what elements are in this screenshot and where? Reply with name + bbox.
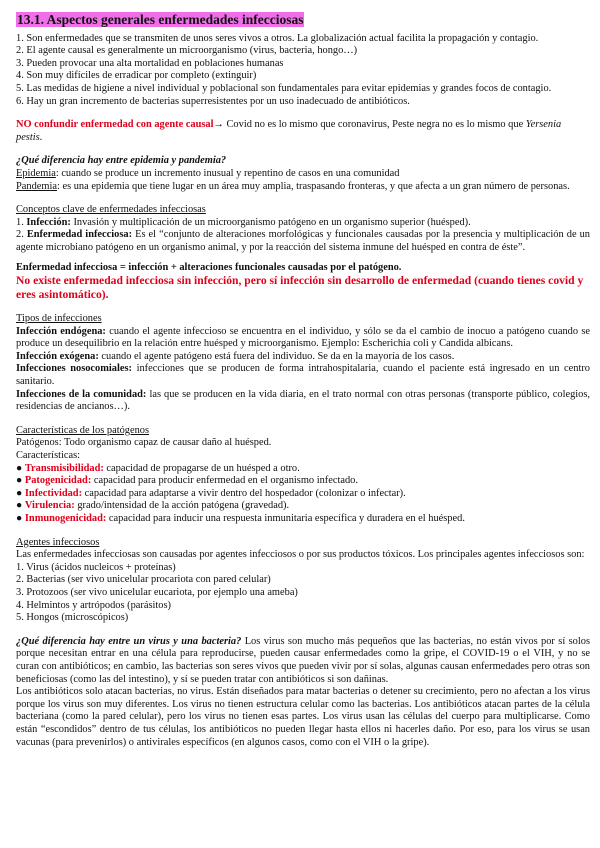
bullet-term: Virulencia: (24, 500, 75, 512)
page-title: 13.1. Aspectos generales enfermedades infecciosas (17, 12, 304, 27)
concept-item (16, 229, 590, 254)
concept-number: 2. (16, 229, 27, 241)
agente-item: 5. Hongos (microscópicos) (16, 612, 129, 624)
caracteristicas-line: Patógenos: Todo organismo capaz de causar daño al huésped. (16, 437, 272, 449)
bullet-item (16, 500, 590, 513)
agente-item: 1. Virus (ácidos nucleicos + proteínas) (16, 561, 176, 573)
agentes-heading: Agentes infecciosos (16, 536, 100, 548)
tipo-term: Infecciones nosocomiales: (16, 363, 132, 375)
warning-end: . (39, 131, 43, 143)
concept-def: Invasión y multiplicación de un microorganismo patógeno en un organismo superior (huésped). (70, 216, 471, 228)
antibiotics-paragraph: Los antibióticos solo atacan bacterias, no virus. Están diseñados para matar bacterias o detener su crecimiento, pero no afectan a los virus porque los virus son muy diferentes. Los virus no tienen estructura celular como las bacterias. Los antibióticos atacan partes de la célula bacteriana (como la pared celular), pero los virus no tienen esas partes. Los virus usan las células del cuerpo para multiplicarse. Como están “escondidos” dentro de tus células, los antibióticos no pueden llegar hasta ellos ni hacerles daño. Por eso, para los virus se usan vacunas (para prevenirlos) o antivirales específicos (en algunos casos, como con el VIH o la gripe). (16, 686, 590, 748)
bullet-item (16, 513, 590, 526)
warning-note (16, 119, 590, 144)
arrow-symbol: → (213, 119, 224, 131)
tipo-item (16, 351, 590, 364)
tipo-term: Infecciones de la comunidad: (16, 388, 147, 400)
concept-number: 1. (16, 216, 27, 228)
agentes-intro: Las enfermedades infecciosas son causadas por agentes infecciosos o por sus productos tóxicos. Los principales agentes infecciosos son: (16, 549, 585, 561)
bullet-dot-icon: ● (16, 475, 23, 487)
tipo-def: cuando el agente patógeno está fuera del individuo. Se da en la mayoría de los casos. (98, 350, 455, 362)
tipo-def: cuando el agente infeccioso se encuentra en el individuo, y sólo se da el cambio de inocuo a patógeno cuando se produce un desequilibrio en la relación entre huésped y microorganismo. Ejemplo: Escherichia coli y Candida albicans. (16, 325, 590, 350)
conceptos-heading: Conceptos clave de enfermedades infecciosas (16, 204, 206, 216)
bullet-term: Patogenicidad: (24, 475, 92, 487)
bullet-item (16, 463, 590, 476)
bullet-term: Inmunogenicidad: (24, 513, 107, 524)
title-block (16, 12, 590, 29)
bullet-item (16, 475, 590, 488)
bullet-dot-icon: ● (16, 487, 23, 499)
list-item: 2. El agente causal es generalmente un microorganismo (virus, bacteria, hongo…) (16, 45, 358, 57)
concept-item (16, 217, 590, 230)
list-item: 4. Son muy difíciles de erradicar por completo (extinguir) (16, 70, 257, 82)
epidemia-term: Epidemia (16, 167, 56, 179)
species-name: Yersenia pestis (16, 119, 562, 143)
bullet-def: grado/intensidad de la acción patógena (gravedad). (74, 500, 290, 512)
bullet-term: Transmisibilidad: (24, 462, 104, 474)
bullet-item (16, 488, 590, 501)
list-item: 5. Las medidas de higiene a nivel individual y poblacional son fundamentales para evitar epidemias y grandes focos de contagio. (16, 82, 552, 94)
concept-def: Es el “conjunto de alteraciones morfológicas y funcionales causadas por la presencia y multiplicación de un agente microbiano patógeno en un organismo animal, y por la reacción del sistema inmune del huésped en contra de éste”. (16, 229, 590, 253)
tipo-def: infecciones que se producen de forma intrahospitalaria, cuando el paciente está ingresado en un centro sanitario. (16, 363, 590, 388)
bullet-dot-icon: ● (16, 513, 23, 524)
virus-bacteria-question: ¿Qué diferencia hay entre un virus y una bacteria? (16, 635, 242, 647)
list-item: 1. Son enfermedades que se transmiten de unos seres vivos a otros. La globalización actual facilita la propagación y contagio. (16, 32, 539, 44)
epidemia-definition (16, 168, 590, 181)
pandemia-def: : es una epidemia que tiene lugar en un área muy amplia, traspasando fronteras, y que afecta a un gran número de personas. (56, 180, 570, 192)
tipo-term: Infección exógena: (16, 350, 99, 362)
virus-bacteria-text: Los virus son mucho más pequeños que las bacterias, no están vivos por sí solos porque necesitan entrar en una célula para reproducirse, pueden causar enfermedades como la gripe, el COVID-19 o el VIH, y no se curan con antibióticos; en cambio, las bacterias son seres vivos que pueden vivir por sí solas, algunas causan enfermedades pero otras son beneficiosas (como las del intestino), y sí se pueden tratar con antibióticos si son dañinas. (16, 635, 590, 685)
concept-term: Infección: (26, 216, 71, 228)
virus-bacteria-paragraph (16, 636, 590, 686)
document-page (16, 12, 590, 749)
tipo-item (16, 363, 590, 388)
tipo-item (16, 326, 590, 351)
caracteristicas-heading: Características de los patógenos (16, 424, 150, 436)
list-item: 3. Pueden provocar una alta mortalidad en poblaciones humanas (16, 57, 284, 69)
concept-term: Enfermedad infecciosa: (26, 229, 133, 241)
epidemia-def: : cuando se produce un incremento inusual y repentino de casos en una comunidad (55, 167, 400, 179)
pandemia-definition (16, 181, 590, 194)
tipo-item (16, 389, 590, 414)
warning-text: Covid no es lo mismo que coronavirus, Peste negra no es lo mismo que (223, 119, 526, 131)
agente-item: 3. Protozoos (ser vivo unicelular eucariota, por ejemplo una ameba) (16, 586, 298, 598)
bullet-dot-icon: ● (16, 500, 23, 512)
tipo-def: las que se producen en la vida diaria, en el trato normal con otras personas (transporte público, colegios, residencias de ancianos…). (16, 388, 590, 413)
tipo-term: Infección endógena: (16, 325, 106, 337)
caracteristicas-line: Características: (16, 450, 81, 462)
emphasis-statement: No existe enfermedad infecciosa sin infección, pero sí infección sin desarrollo de enfermedad (cuando tienes covid y eres asintomático). (16, 274, 584, 302)
epidemia-question: ¿Qué diferencia hay entre epidemia y pandemia? (16, 155, 227, 167)
pandemia-term: Pandemia (16, 180, 57, 192)
agente-item: 4. Helmintos y artrópodos (parásitos) (16, 599, 171, 611)
bullet-def: capacidad para adaptarse a vivir dentro del hospedador (colonizar o infectar). (82, 487, 406, 499)
warning-label: NO confundir enfermedad con agente causal (16, 119, 214, 131)
intro-list (16, 33, 590, 109)
bullet-def: capacidad para producir enfermedad en el organismo infectado. (91, 475, 358, 487)
formula-line: Enfermedad infecciosa = infección + alteraciones funcionales causadas por el patógeno. (16, 261, 402, 273)
bullet-dot-icon: ● (16, 462, 23, 474)
agente-item: 2. Bacterias (ser vivo unicelular procariota con pared celular) (16, 574, 271, 586)
bullet-def: capacidad de propagarse de un huésped a otro. (103, 462, 300, 474)
bullet-term: Infectividad: (24, 487, 83, 499)
tipos-heading: Tipos de infecciones (16, 313, 102, 325)
list-item: 6. Hay un gran incremento de bacterias superresistentes por un uso inadecuado de antibióticos. (16, 95, 410, 107)
bullet-def: capacidad para inducir una respuesta inmunitaria específica y duradera en el huésped. (106, 513, 465, 524)
